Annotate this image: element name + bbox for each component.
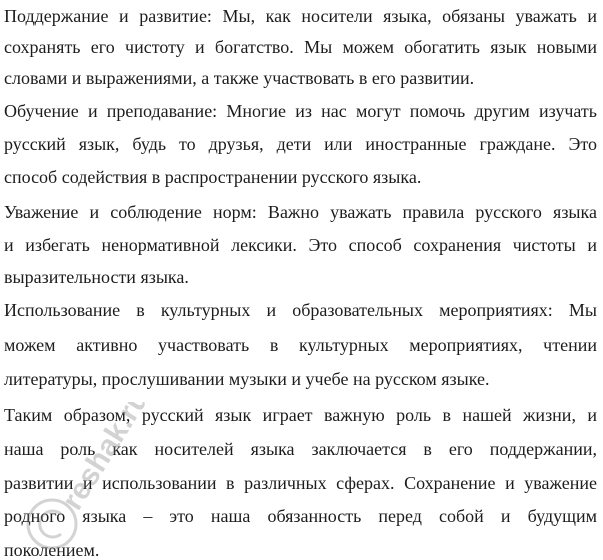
- text-line: Поддержание и развитие: Мы, как носители языка, обязаны уважать и: [4, 6, 597, 26]
- watermark-text: reshak.ru: [55, 402, 156, 516]
- text-line: наша роль как носителей языка заключается в его поддержании,: [4, 439, 597, 459]
- text-line: способ содействия в распространении русского языка.: [4, 167, 422, 187]
- text-line: родного языка – это наша обязанность перед собой и будущим: [4, 506, 597, 526]
- text-line: литературы, прослушивании музыки и учебе на русском языке.: [4, 369, 490, 389]
- text-line: можем активно участвовать в культурных мероприятиях, чтении: [4, 335, 597, 355]
- text-line: и избегать ненормативной лексики. Это способ сохранения чистоты и: [4, 235, 597, 255]
- text-line: Уважение и соблюдение норм: Важно уважать правила русского языка: [4, 202, 597, 222]
- text-line: русский язык, будь то друзья, дети или иностранные граждане. Это: [4, 134, 597, 154]
- text-line: Использование в культурных и образовательных мероприятиях: Мы: [4, 300, 597, 320]
- text-line: сохранять его чистоту и богатство. Мы можем обогатить язык новыми: [4, 37, 597, 57]
- text-line: выразительности языка.: [4, 267, 189, 287]
- text-line: развитии и использовании в различных сферах. Сохранение и уважение: [4, 473, 597, 493]
- text-line: поколением.: [4, 540, 100, 560]
- text-line: Обучение и преподавание: Многие из нас могут помочь другим изучать: [4, 101, 597, 121]
- text-line: словами и выражениями, а также участвовать в его развитии.: [4, 68, 475, 88]
- text-line: Таким образом, русский язык играет важную роль в нашей жизни, и: [4, 405, 597, 425]
